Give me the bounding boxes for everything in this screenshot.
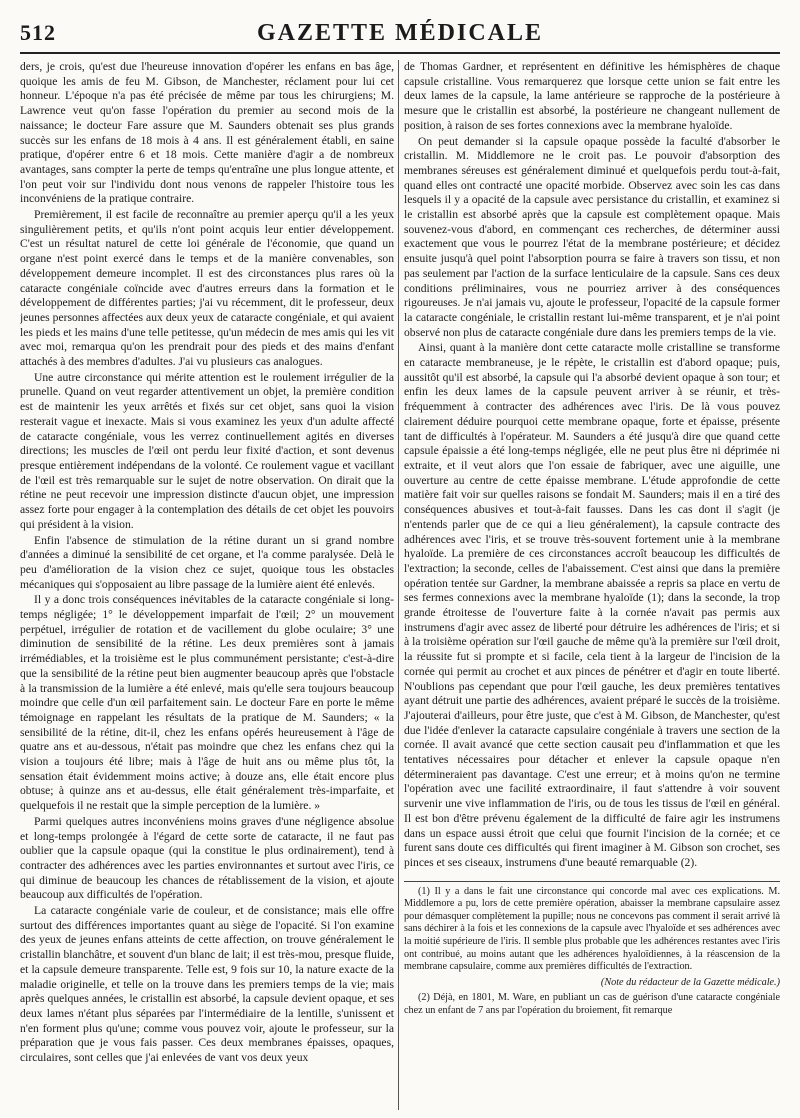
page-number: 512 bbox=[20, 20, 56, 45]
column-divider bbox=[398, 60, 399, 1110]
paragraph: Parmi quelques autres inconvéniens moins graves d'une négligence absolue et long-temps prolongée à l'égard de cette sorte de cataracte, il ne faut pas oublier que la capsule opaque (qui la constitue le plus ordinairement), tend à contracter des adhérences avec les parties environnantes et surtout avec l'iris, ce qui diminue de beaucoup les chances de rétablissement de la vision, et ajoute beaucoup aux difficultés de l'opération. bbox=[20, 814, 394, 902]
right-column bbox=[404, 60, 780, 1110]
paragraph: Premièrement, il est facile de reconnaître au premier aperçu qu'il a les yeux singulièrement petits, et qu'ils n'ont point acquis leur entier développement. C'est un résultat naturel de cette loi générale de l'économie, que quand un organe n'est point exercé dans le temps et de la manière convenables, son développement demeure incomplet. Il est des circonstances plus rares où la cataracte congéniale coïncide avec d'autres erreurs dans la formation et le développement de différentes parties; j'ai vu récemment, dit le professeur, deux jeunes personnes affectées aux deux yeux de cataracte congéniale, et qui avaient les pieds et les mains d'une telle petitesse, qu'un médecin de mes amis qui les vit avec moi, remarqua qu'on les prendrait pour des pieds et des mains d'enfant attachés à des membres d'adultes. J'ai vu plusieurs cas analogues. bbox=[20, 208, 394, 369]
left-column bbox=[20, 60, 394, 1110]
paragraph: On peut demander si la capsule opaque possède la faculté d'absorber le cristallin. M. Middlemore ne le croit pas. Le pouvoir d'absorption des membranes séreuses est généralement diminué et quelquefois perdu tout-à-fait, quand elles ont contracté une opacité morbide. Observez avec soin les cas dans lesquels il y a opacité de la capsule avec persistance du cristallin, et examinez si le cristallin est absorbé après que la capsule est complètement opaque. Mais souvenez-vous d'abord, en commençant ces recherches, de déterminer aussi exactement que vous le pourrez l'état de la membrane postérieure; et décidez ensuite jusqu'à quel point l'absorption pourra se faire à travers son tissu, et non pas seulement par l'action de la surface lenticulaire de la capsule. Sans ces deux conditions préliminaires, vous ne pourriez arriver à des conséquences rigoureuses. Je n'ai jamais vu, ajoute le professeur, l'opacité de la capsule former la cataracte congéniale, le cristallin restant lui-même transparent, et je n'ai point observé non plus de cataracte congéniale dure dans les premiers temps de la vie. bbox=[404, 134, 780, 339]
paragraph: Il y a donc trois conséquences inévitables de la cataracte congéniale si long-temps négligée; 1° le développement imparfait de l'œil; 2° un mouvement perpétuel, irrégulier de rotation et de vacillement du globe oculaire; 3° une diminution de sensibilité de la rétine. Les deux premières sont à jamais irrémédiables, et la troisième est le plus communément persistante; c'est-à-dire que la sensibilité de la rétine peut bien augmenter beaucoup après que l'obstacle à la transmission de la lumière a été enlevé, mais qu'elle sera toujours beaucoup moindre que celle d'un œil parfaitement sain. Le docteur Fare en porte le même témoignage en rappelant les résultats de la pratique de M. Saunders; « la sensibilité de la rétine, dit-il, chez les enfans opérés heureusement à l'âge de quatre ans et au-dessous, n'était pas moindre que chez les enfans chez qui la vision a toujours été libre; mais à l'âge de huit ans ou même plus tôt, la sensation était évidemment moins active; à douze ans, elle était encore plus obtuse; à quinze ans et au-dessus, elle était généralement très-imparfaite, et quelquefois il ne restait que la simple perception de la lumière. » bbox=[20, 593, 394, 813]
paragraph: Une autre circonstance qui mérite attention est le roulement irrégulier de la prunelle. Quand on veut regarder attentivement un objet, la première condition est de maintenir les yeux arrêtés et fixés sur cet objet, sans quoi la vision resterait vague et inexacte. Mais si vous examinez les yeux d'un adulte affecté de cataracte congéniale, vous les verrez continuellement agités en diverses directions; les muscles de l'œil ont perdu leur fixité d'action, et sont devenus presque entièrement indépendans de la volonté. Ce roulement vague et vacillant de l'œil est très remarquable sur le sujet de notre observation. On dirait que la rétine ne peut recevoir une impression distincte d'aucun objet, une impression assez forte pour engager à la contemplation des détails de cet objet les pouvoirs qui président à la vision. bbox=[20, 370, 394, 531]
paragraph: La cataracte congéniale varie de couleur, et de consistance; mais elle offre surtout des différences importantes quant au siège de l'opacité. Si l'on examine des yeux de jeunes enfans atteints de cette affection, on trouve généralement le cristallin blanchâtre, et souvent d'un blanc de lait; il est très-mou, presque fluide, et la capsule demeure transparente. Telle est, 9 fois sur 10, la nature exacte de la maladie originelle, et telle on la trouve dans les premiers temps de la vie; mais après quelques années, le cristallin est absorbé, la capsule devient opaque, et ses deux lames n'étant plus séparées par l'intermédiaire de la lentille, s'unissent et n'en forment plus qu'une; comme vous pouvez voir, ajoute le professeur, sur la préparation que je vous fais passer. Ces deux membranes épaisses, opaques, circulaires, sont celles que j'ai enlevées de vant vos deux yeux bbox=[20, 904, 394, 1065]
footnotes bbox=[404, 881, 780, 1018]
journal-title: GAZETTE MÉDICALE bbox=[256, 20, 544, 46]
footnote: (1) Il y a dans le fait une circonstance qui concorde mal avec ces explications. M. Middlemore a pu, lors de cette première opération, abaisser la membrane capsulaire assez pour démasquer complètement la pupille; nous ne concevons pas comment il serait arrivé là sans déchirer à la fois et les connexions de la capsule avec l'hyaloïde et ses adhérences avec la moitié supérieure de l'iris. Il semble plus probable que les adhérences restantes avec l'iris ont contribué, au moins autant que les adhérences hyaloïdiennes, à la réascension de la membrane capsulaire, comme aux premières difficultés de l'extraction. bbox=[404, 885, 780, 973]
paragraph: Ainsi, quant à la manière dont cette cataracte molle cristalline se transforme en cataracte membraneuse, je le répète, le cristallin est d'abord opaque; puis, aussitôt qu'il est absorbé, la capsule qui l'a absorbé devient opaque à son tour; et enfin les deux lames de la capsule peuvent arriver à se réunir, et très-fréquemment à contracter des adhérences avec l'iris. De là vous pouvez clairement déduire pourquoi cette membrane opaque, forte et épaisse, présente tant de difficultés à l'opérateur. M. Saunders a été jusqu'à dire que quand cette capsule épaissie a été long-temps négligée, elle ne peut plus être ni déprimée ni extraite, et il veut alors que l'on essaie de fabriquer, avec une aiguille, une ouverture au centre de cette épaisse membrane. L'étude approfondie de cette matière fait voir sur quelles raisons se fondait M. Saunders; mais il en a tiré des conséquences abusives et tout-à-fait fausses. Dans les cas dont il s'agit (je n'entends parler que de ce qui a lieu généralement), la capsule contracte des adhérences avec l'iris, et se trouve très-souvent fortement unie à la membrane hyaloïde. La première de ces circonstances accroît beaucoup les difficultés de l'extraction; la seconde, celles de l'abaissement. C'est ainsi que dans la première opération tentée sur Gardner, la membrane abaissée a repris sa place en vertu de ses fermes connexions avec la membrane hyaloïde (1); dans la seconde, la trop grande étroitesse de l'ouverture faite à la cornée n'avait pas permis aux instrumens d'agir avec assez de liberté pour détruire les adhérences de l'iris; et si à la troisième opération sur l'œil gauche de même qu'à la première sur l'œil droit, la réussite fut si prompte et si facile, cela tient à la largeur de l'incision de la cornée qui permit au crochet et aux pinces de pénétrer et d'agir en toute liberté. N'oublions pas cependant que pour l'œil gauche, les deux premières tentatives ayant détruit une partie des adhérences, avaient préparé le succès de la troisième. J'ajouterai d'ailleurs, pour être juste, que c'est à M. Gibson, de Manchester, qu'est due l'idée d'enlever la cataracte capsulaire congéniale à travers une section de la cornée. Il avait avancé que cette section causait peu d'inflammation et que les tentatives nécessaires pour détacher et enlever la capsule opaque n'en détermineraient pas davantage. C'est une erreur; et à moins qu'on ne termine l'opération avec une facilité extraordinaire, il faut s'attendre à voir souvent survenir une vive inflammation de l'iris, ou de tous les tissus de l'œil en général. Il est bon d'être prévenu également de la difficulté de faire agir les instrumens dans un espace aussi étroit que celui que fournit l'incision de la cornée; et ce furent sans doute ces difficultés qui firent imaginer à M. Gibson son crochet, ses pinces et ses ciseaux, instrumens d'une beauté remarquable (2). bbox=[404, 341, 780, 869]
paragraph: Enfin l'absence de stimulation de la rétine durant un si grand nombre d'années a diminué la sensibilité de cet organe, et l'a comme paralysée. Delà le peu d'amélioration de la vision chez ce sujet, quoique tous les obstacles mécaniques qui s'opposaient au libre passage de la lumière aient été enlevés. bbox=[20, 533, 394, 591]
footnote: (2) Déjà, en 1801, M. Ware, en publiant un cas de guérison d'une cataracte congéniale chez un enfant de 7 ans par l'opération du broiement, fit remarque bbox=[404, 992, 780, 1017]
paragraph: ders, je crois, qu'est due l'heureuse innovation d'opérer les enfans en bas âge, quoique les amis de feu M. Gibson, de Manchester, réclament pour lui cet honneur. L'époque n'a pas été précisée de même par tous les chirurgiens; M. Lawrence veut qu'on fasse l'opération du premier au second mois de la naissance; le docteur Fare assure que M. Saunders obtenait ses plus grands succès sur les enfans de 18 mois à 4 ans. Il est généralement établi, en saine pratique, d'opérer entre 6 et 18 mois. Cette manière d'agir a de nombreux avantages, sans compter la perte de temps qu'entraîne une plus longue attente, et l'on peut voir sur l'individu dont nous venons de rappeler l'histoire tous les inconvéniens de la pratique contraire. bbox=[20, 60, 394, 206]
editor-note: (Note du rédacteur de la Gazette médicale.) bbox=[600, 976, 780, 988]
page-header bbox=[20, 20, 780, 54]
paragraph: de Thomas Gardner, et représentent en définitive les hémisphères de chaque capsule cristalline. Vous remarquerez que lorsque cette union se fait entre les deux lames de la capsule, la lame antérieure se rapproche de la postérieure à mesure que le cristallin est absorbé, la postérieure ne changeant nullement de position, à raison de ses fortes connexions avec la membrane hyaloïde. bbox=[404, 60, 780, 132]
